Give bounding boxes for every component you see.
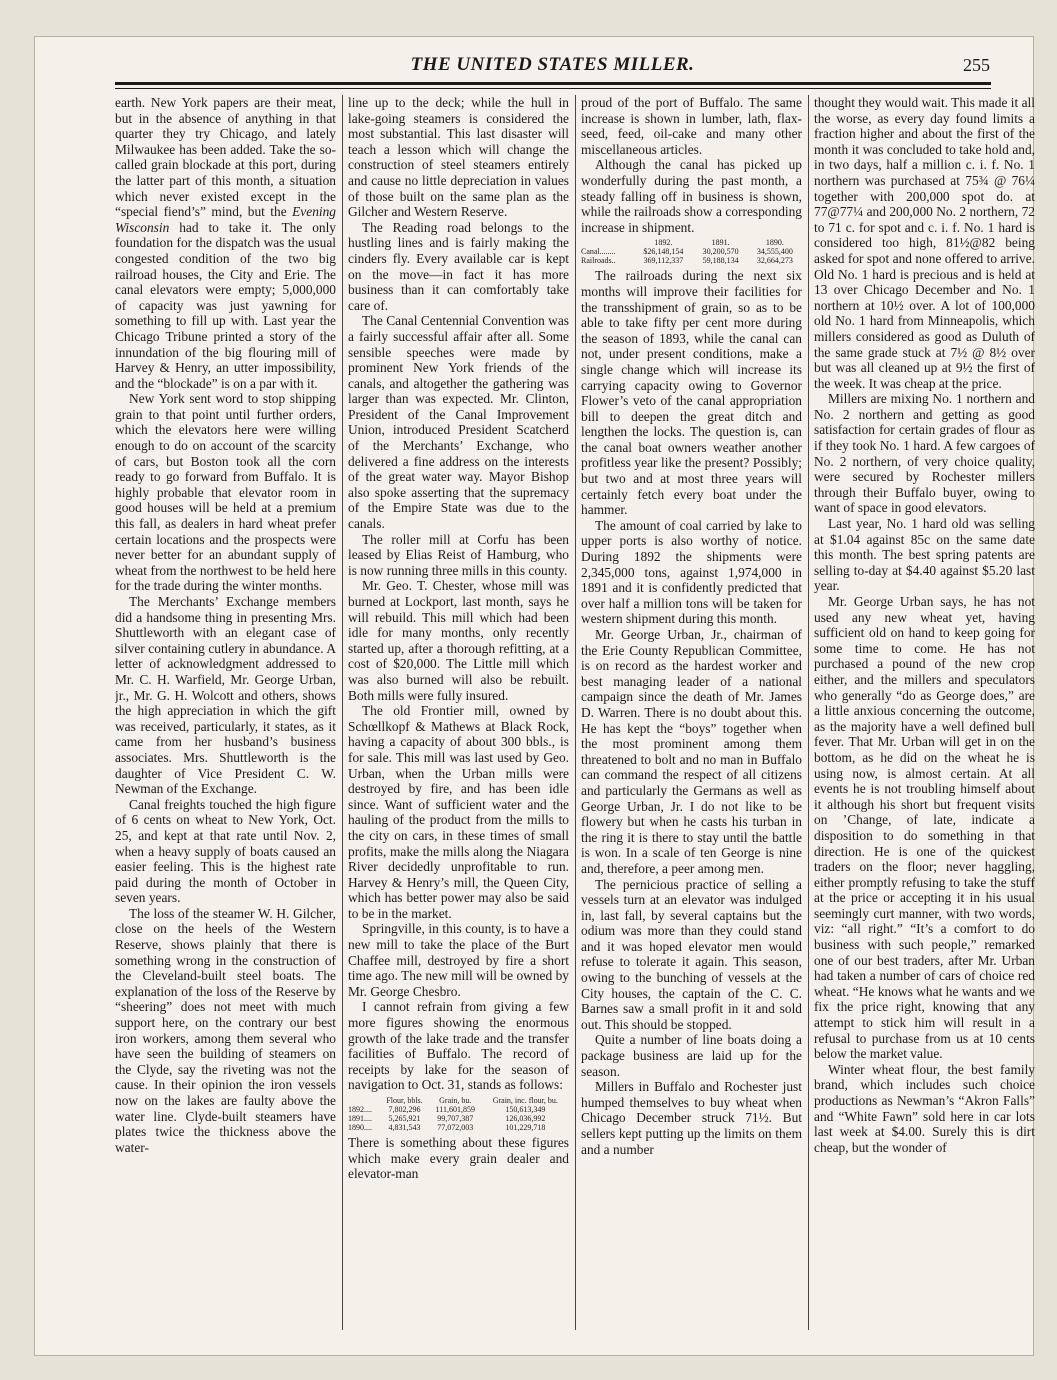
article-paragraph [348,703,569,921]
shipments-table [581,238,802,265]
table-cell: 126,036,992 [505,1114,546,1123]
column-divider [575,95,576,1330]
paragraph-text: The Merchants’ Exchange members did a handsome thing in presenting Mrs. Shuttleworth with an elegant case of silver containing cutlery in abundance. A letter of acknowledgment addressed to Mr. C. H. Warfield, Mr. George Urban, jr., Mr. G. H. Wolcott and others, shows the high appreciation in which the gift was received, particularly, it states, as it came from her husband’s business associates. Mrs. Shuttleworth is the daughter of Vice President C. W. Newman of the Exchange. [115,594,336,797]
article-paragraph [581,518,802,627]
paragraph-text: line up to the deck; while the hull in lake-going steamers is considered the most substantial. This last disaster will teach a lesson which will change the construction of steel steamers entirely and cause no little depreciation in values of those built on the same plan as the Gilcher and Western Reserve. [348,95,569,220]
table-header-cell: 1892. [654,238,673,248]
article-paragraph [814,1062,1035,1156]
table-cell: 1892.... [348,1105,372,1114]
table-cell: 77,072,003 [437,1123,474,1132]
receipts-table [348,1096,569,1132]
table-cell: 4,831,543 [388,1123,421,1132]
article-paragraph [348,220,569,314]
article-paragraph [581,877,802,1033]
table-cell: 1891.... [348,1114,372,1123]
paragraph-text: The railroads during the next six months will improve their facilities for the transshipment of grain, so as to be able to take fifty per cent more during the season of 1893, while the canal can not, under present conditions, make a single change which will increase its carrying capacity owing to Governor Flower’s veto of the canal appropriation bill to deepen the great ditch and lengthen the locks. The question is, can the canal boat owners weather another profitless year like the present? Possibly; but two and at most three years will certainly fetch every boat under the hammer. [581,268,802,518]
article-paragraph [115,95,336,391]
article-paragraph [115,594,336,797]
table-row [348,1105,569,1114]
text-column-2 [348,95,569,1335]
paragraph-text: Quite a number of line boats doing a package business are laid up for the season. [581,1032,802,1079]
table-header-cell [348,1096,380,1105]
header-rule-thick [115,82,991,85]
paragraph-text: Mr. Geo. T. Chester, whose mill was burned at Lockport, last month, says he will rebuild. This mill which had been idle for many months, only recently started up, after a thorough refitting, at a cost of $20,000. The Little mill which was also burned will also be rebuilt. Both mills were fully insured. [348,578,569,703]
paragraph-text: had to take it. The only foundation for the dispatch was the usual congested condition of the two big railroad houses, the City and Erie. The canal elevators were empty; 5,000,000 of capacity was just yawning for something to fill up with. Last year the Chicago Tribune printed a story of the innundation of the big flouring mill of Harvey & Henry, an utter impossibility, and the “blockade” is on a par with it. [115,219,336,391]
table-cell: 1890.... [348,1123,372,1132]
article-paragraph [348,578,569,703]
article-paragraph [581,627,802,877]
article-paragraph [581,1079,802,1157]
paragraph-text: Millers are mixing No. 1 northern and No. 2 northern and getting as good satisfaction for certain grades of flour as if they took No. 1 hard. A few cargoes of No. 2 northern, of very choice quality, were secured by Rochester millers through their Buffalo buyer, owing to want of space in good elevators. [814,391,1035,516]
paragraph-text: Last year, No. 1 hard old was selling at $1.04 against 85c on the same date this month. The best spring patents are selling to-day at $4.40 against $5.20 last year. [814,516,1035,594]
table-row [581,256,802,265]
paragraph-text: Winter wheat flour, the best family brand, which includes such choice productions as Newman’s “Akron Falls” and “White Fawn” sold here in car lots last week at $4.00. Surely this is dirt cheap, but the wonder of [814,1061,1035,1155]
paragraph-text: There is something about these figures which make every grain dealer and elevator-man [348,1135,569,1182]
table-cell: 99,707,387 [437,1114,474,1123]
table-header-cell: 1891. [711,238,730,248]
article-paragraph [348,999,569,1093]
article-paragraph [581,157,802,235]
paragraph-text: Although the canal has picked up wonderfully during the past month, a steady falling off in business is shown, while the railroads show a corresponding increase in shipment. [581,157,802,235]
article-paragraph [115,391,336,594]
page-number: 255 [963,55,990,75]
table-cell: 101,229,718 [505,1123,546,1132]
table-header-cell [581,238,633,247]
article-paragraph [348,313,569,531]
table-cell: 7,802,296 [388,1105,421,1114]
paragraph-text: The Canal Centennial Convention was a fairly successful affair after all. Some sensible speeches were made by prominent New York friends of the canals, and altogether the gathering was larger than was expected. Mr. Clinton, President of the Canal Improvement Union, introduced President Scatcherd of the Merchants’ Exchange, who delivered a fine address on the interests of the great water way. Mayor Bishop also spoke asserting that the supremacy of the Empire State was due to the canals. [348,313,569,532]
table-cell: 59,188,134 [702,256,739,266]
text-column-1 [115,95,336,1335]
table-cell: 34,555,400 [756,247,793,257]
paragraph-text: New York sent word to stop shipping grain to that point until further orders, which the elevators here were willing enough to do on account of the scarcity of cars, but Boston took all the corn ready to go forward from Buffalo. It is highly probable that elevator room in good houses will be held at a premium this fall, as dealers in hard wheat prefer certain locations and the prospects were never better for an abundant supply of wheat from the northwest to be held here for the trade during the winter months. [115,391,336,594]
italic-text: Evening Wisconsin [115,204,336,235]
text-column-4 [814,95,1035,1335]
page-header [115,54,990,80]
article-paragraph [581,95,802,157]
article-paragraph [814,594,1035,1062]
article-paragraph [814,516,1035,594]
header-rule-thin [115,88,991,89]
paragraph-text: The old Frontier mill, owned by Schœllkopf & Mathews at Black Rock, having a capacity of about 300 bbls., is for sale. This mill was last used by Geo. Urban, when the Urban mills were destroyed by fire, and has been idle since. Want of sufficient water and the hauling of the product from the mills to the city on cars, in these times of small profits, make the mills along the Niagara River decidedly unprofitable to run. Harvey & Henry’s mill, the Queen City, which has better power may also be said to be in the market. [348,703,569,921]
table-cell: 30,200,570 [702,247,739,257]
article-paragraph [348,921,569,999]
paragraph-text: Canal freights touched the high figure of 6 cents on wheat to New York, Oct. 25, and kept at that rate until Nov. 2, when a heavy supply of boats caused an easier feeling. This is the highest rate paid during the month of October in seven years. [115,796,336,906]
paragraph-text: earth. New York papers are their meat, but in the absence of anything in that quarter they try Chicago, and lately Milwaukee has been added. Take the so-called grain blockade at this port, during the latter part of this month, a situation which never existed except in the “special fiend’s” mind, but the [115,95,336,220]
table-cell: 5,265,921 [388,1114,421,1123]
article-paragraph [115,797,336,906]
column-divider [342,95,343,1330]
paragraph-text: I cannot refrain from giving a few more figures showing the enormous growth of the lake trade and the transfer facilities of Buffalo. The record of receipts by lake for the season of navigation to Oct. 31, stands as follows: [348,999,569,1093]
table-cell: 32,664,273 [756,256,793,266]
table-cell: $26,148,154 [643,247,684,257]
column-divider [808,95,809,1330]
paragraph-text: The roller mill at Corfu has been leased by Elias Reist of Hamburg, who is now running three mills in this county. [348,531,569,578]
text-column-3 [581,95,802,1335]
table-header-cell: Grain, bu. [439,1096,472,1105]
table-header-row [581,238,802,247]
paragraph-text: The amount of coal carried by lake to upper ports is also worthy of notice. During 1892 the shipments were 2,345,000 tons, against 1,974,000 in 1891 and it is confidently predicted that over half a million tons will be taken for western shipment during this month. [581,517,802,627]
table-cell: 111,601,859 [435,1105,475,1114]
table-header-cell: Flour, bbls. [386,1096,423,1105]
paragraph-text: Springville, in this county, is to have a new mill to take the place of the Burt Chaffee mill, destroyed by fire a short time ago. The new mill will be owned by Mr. George Chesbro. [348,921,569,999]
paragraph-text: The pernicious practice of selling a vessels turn at an elevator was indulged in, last fall, by several captains but the odium was more than they could stand and it was hoped elevator men would refuse to tolerate it again. This season, owing to the bunching of vessels at the City houses, the captain of the C. C. Barnes saw a small profit in it and sold out. This should be stopped. [581,876,802,1032]
article-paragraph [115,906,336,1156]
paragraph-text: The loss of the steamer W. H. Gilcher, close on the heels of the Western Reserve, shows plainly that there is something wrong in the construction of the Cleveland-built steel boats. The explanation of the loss of the Reserve by “sheering” does not meet with much support here, on the contrary our best iron workers, among them several who have seen the building of steamers on the Clyde, say the riveting was not the cause. In their opinion the iron vessels now on the lakes are faulty above the water line. Clyde-built steamers have plates twice the thickness above the water- [115,905,336,1155]
table-row [581,247,802,256]
paragraph-text: The Reading road belongs to the hustling lines and is fairly making the cinders fly. Every available car is kept on the move—in fact it has more business than it can comfortably take care of. [348,219,569,313]
table-cell: 150,613,349 [505,1105,546,1114]
table-cell: Railroads.. [581,256,616,266]
article-paragraph [581,268,802,518]
table-header-cell: 1890. [765,238,784,248]
article-paragraph [581,1032,802,1079]
article-paragraph [348,1135,569,1182]
table-row [348,1123,569,1132]
paragraph-text: Mr. George Urban, Jr., chairman of the Erie County Republican Committee, is on record as the hardest worker and best managing leader of a national campaign since the death of Mr. James D. Warren. There is no doubt about this. He has kept the “boys” together when the most prominent among them threatened to bolt and no man in Buffalo can command the respect of all citizens and particularly the Germans as well as George Urban, Jr. I do not like to be flowery but when he casts his turban in the ring it is there to stay until the battle is won. In a scale of ten George is nine and, therefore, a peer among men. [581,627,802,876]
publication-title: THE UNITED STATES MILLER. [410,54,695,75]
paragraph-text: Millers in Buffalo and Rochester just humped themselves to buy wheat when Chicago December struck 71½. But sellers kept putting up the limits on them and a number [581,1079,802,1157]
table-cell: 369,112,337 [643,256,684,266]
table-cell: Canal........ [581,247,616,257]
table-header-row [348,1096,569,1105]
article-paragraph [814,95,1035,391]
table-header-cell: Grain, inc. flour, bu. [492,1096,558,1105]
paragraph-text: thought they would wait. This made it all the worse, as every day found limits a fraction higher and about the first of the month it was concluded to take hold and, in two days, half a million c. i. f. No. 1 northern was purchased at 75¾ @ 76¼ together with 200,000 spot do. at 77@77¼ and 200,000 No. 2 northern, 72 to 71 c. for spot and c. i. f. No. 1 hard is considered too high, 81½@82 being asked for spot and none offered to arrive. Old No. 1 hard is precious and is held at 13 over Chicago December and No. 1 northern at 10½ over. A lot of 100,000 old No. 1 hard from Minneapolis, which millers considered as good as Duluth of the same grade stuck at 7½ @ 8½ over but was all cleaned up at 9½ the first of the week. It was cheap at the price. [814,95,1035,391]
newspaper-page [34,36,1034,1356]
article-paragraph [348,532,569,579]
paragraph-text: proud of the port of Buffalo. The same increase is shown in lumber, lath, flax-seed, feed, oil-cake and many other miscellaneous articles. [581,95,802,157]
table-row [348,1114,569,1123]
article-paragraph [814,391,1035,516]
article-paragraph [348,95,569,220]
paragraph-text: Mr. George Urban says, he has not used any new wheat yet, having sufficient old on hand to keep going for some time to come. He has not purchased a pound of the new crop either, and the millers and speculators who generally “do as George does,” are a little anxious concerning the outcome, as the majority have a well defined bull fever. That Mr. Urban will get in on the bottom, as he did on the wheat he is using now, is almost certain. At all events he is not troubling himself about it although his short but frequent visits on ’Change, of late, indicate a disposition to do something in that direction. He is one of the quickest traders on the floor; never haggling, either promptly refusing to take the stuff at the price or accepting it in his usual seemingly curt manner, with two words, viz: “all right.” “It’s a comfort to do business with such people,” remarked one of our best traders, after Mr. Urban had taken a number of cars of choice red wheat. “He knows what he wants and we fix the price right, knowing that any attempt to stick him will result in a refusal to purchase from us at 10 cents below the market value. [814,594,1035,1062]
